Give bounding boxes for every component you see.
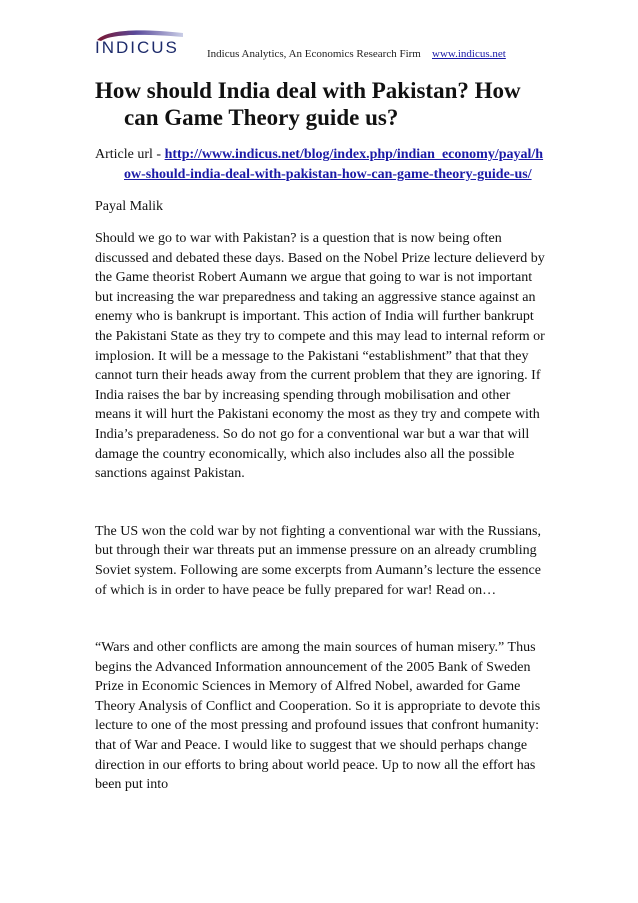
article-url-link[interactable]: http://www.indicus.net/blog/index.php/indian_economy/payal/how-should-india-deal-with-pakistan-how-can-game-theory-guide-us/ [124, 147, 544, 182]
paragraph-1: Should we go to war with Pakistan? is a question that is now being often discussed and debated these days. Based on the Nobel Prize lecture delieverd by the Game theorist Robert Aumann we argue that going to war is not important but increasing the war preparedness and taking an aggressive stance against an enemy who is bankrupt is important. This action of India will further bankrupt the Pakistani State as they try to compete and this may lead to internal reform or implosion. It will be a message to the Pakistani “establishment” that that they cannot turn their heads away from the current problem that they are ignoring. If India raises the bar by increasing spending through mobilisation and other means it will hurt the Pakistani economy the most as they try and compete with India’s preparadeness. So do not go for a conventional war but a war that will damage the country economically, which also includes also all the possible sanctions against Pakistan. [95, 231, 545, 482]
paragraph-3: “Wars and other conflicts are among the main sources of human misery.” Thus begins the Advanced Information announcement of the 2005 Bank of Sweden Prize in Economic Sciences in Memory of Alfred Nobel, awarded for Game Theory Analysis of Conflict and Cooperation. So it is appropriate to devote this lecture to one of the most pressing and profound issues that confront humanity: that of War and Peace. I would like to suggest that we should perhaps change direction in our efforts to bring about world peace. Up to now all the effort has been put into [95, 640, 541, 793]
article-title: How should India deal with Pakistan? How can Game Theory guide us? [95, 78, 521, 130]
article-url-line [95, 145, 545, 185]
author-name: Payal Malik [95, 199, 164, 214]
logo-wordmark: INDICUS [95, 38, 179, 57]
page-header [95, 27, 545, 63]
indicus-logo [95, 27, 185, 61]
paragraph-2: The US won the cold war by not fighting a conventional war with the Russians, but through their war threats put an immense pressure on an already crumbling Soviet system. Following are some excerpts from Aumann’s lecture the essence of which is in order to have peace be fully prepared for war! Read on… [95, 523, 541, 598]
article-body [95, 77, 545, 795]
website-link[interactable]: www.indicus.net [432, 48, 506, 60]
firm-description: Indicus Analytics, An Economics Research Firm [207, 48, 421, 60]
article-url-label: Article url - [95, 147, 165, 162]
